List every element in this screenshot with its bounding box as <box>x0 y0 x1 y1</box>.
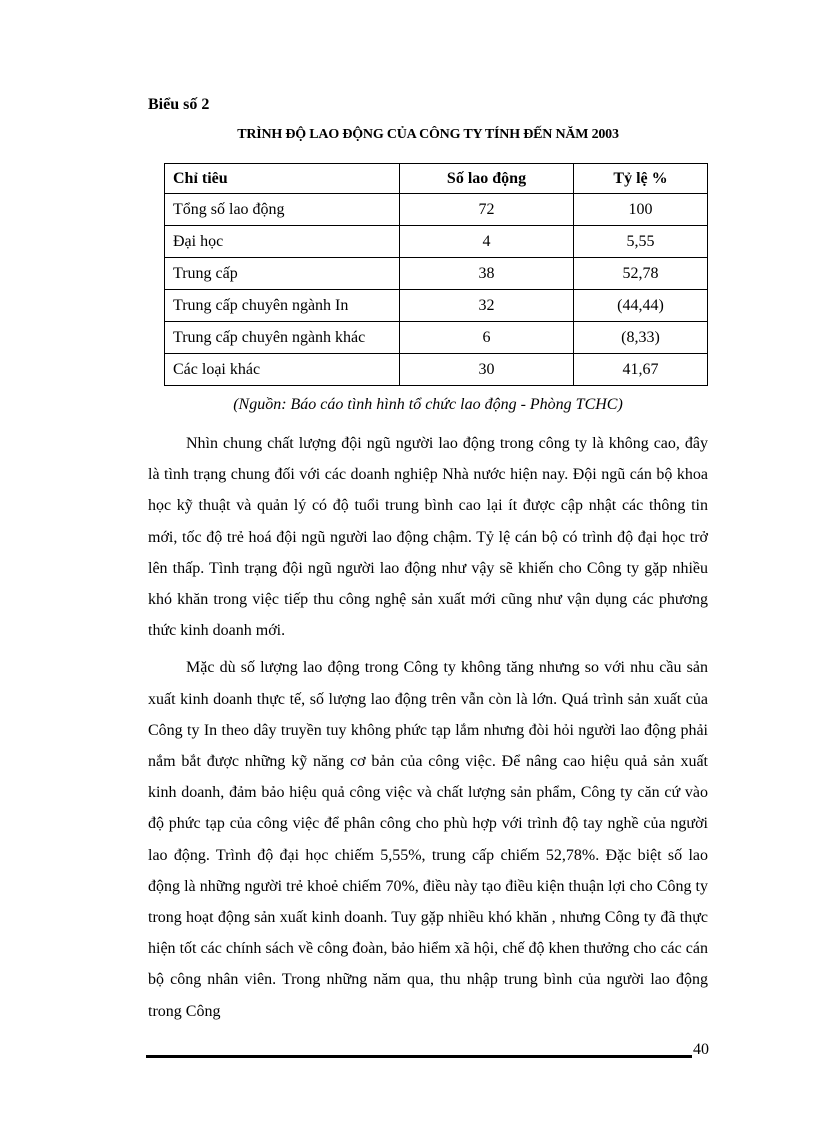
table-header-row <box>165 164 708 194</box>
header-count: Số lao động <box>400 164 574 194</box>
table-row <box>165 354 708 386</box>
page-number: 40 <box>693 1041 709 1058</box>
row-count: 4 <box>400 226 574 258</box>
row-percent: 100 <box>574 194 708 226</box>
labor-qualification-table <box>164 163 708 386</box>
row-count: 72 <box>400 194 574 226</box>
table-row <box>165 290 708 322</box>
row-label: Trung cấp chuyên ngành In <box>165 290 400 322</box>
table-row <box>165 226 708 258</box>
table-title: TRÌNH ĐỘ LAO ĐỘNG CỦA CÔNG TY TÍNH ĐẾN NĂM 2003 <box>237 127 619 142</box>
row-label: Trung cấp chuyên ngành khác <box>165 322 400 354</box>
footer-divider <box>146 1055 692 1058</box>
row-label: Đại học <box>165 226 400 258</box>
body-text <box>148 428 708 1027</box>
table-source-note: (Nguồn: Báo cáo tình hình tổ chức lao động - Phòng TCHC) <box>233 396 623 413</box>
row-count: 38 <box>400 258 574 290</box>
table-row <box>165 194 708 226</box>
row-label: Các loại khác <box>165 354 400 386</box>
paragraph: Mặc dù số lượng lao động trong Công ty không tăng nhưng so với nhu cầu sản xuất kinh doanh thực tế, số lượng lao động trên vẫn còn là lớn. Quá trình sản xuất của Công ty In theo dây truyền tuy không phức tạp lắm nhưng đòi hỏi người lao động phải nắm bắt được những kỹ năng cơ bản của công việc. Để nâng cao hiệu quả sản xuất kinh doanh, đảm bảo hiệu quả công việc và chất lượng sản phẩm, Công ty căn cứ vào độ phức tạp của công việc để phân công cho phù hợp với trình độ tay nghề của người lao động. Trình độ đại học chiếm 5,55%, trung cấp chiếm 52,78%. Đặc biệt số lao động là những người trẻ khoẻ chiếm 70%, điều này tạo điều kiện thuận lợi cho Công ty trong hoạt động sản xuất kinh doanh. Tuy gặp nhiều khó khăn , nhưng Công ty đã thực hiện tốt các chính sách về công đoàn, bảo hiểm xã hội, chế độ khen thưởng cho các cán bộ công nhân viên. Trong những năm qua, thu nhập trung bình của người lao động trong Công <box>148 659 708 1020</box>
row-count: 6 <box>400 322 574 354</box>
chart-label: Biểu số 2 <box>148 96 210 113</box>
table-row <box>165 322 708 354</box>
row-percent: 5,55 <box>574 226 708 258</box>
row-percent: 52,78 <box>574 258 708 290</box>
row-count: 32 <box>400 290 574 322</box>
header-indicator: Chỉ tiêu <box>165 164 400 194</box>
table-row <box>165 258 708 290</box>
row-label: Trung cấp <box>165 258 400 290</box>
header-percent: Tỷ lệ % <box>574 164 708 194</box>
row-percent: (44,44) <box>574 290 708 322</box>
row-percent: (8,33) <box>574 322 708 354</box>
row-label: Tổng số lao động <box>165 194 400 226</box>
row-percent: 41,67 <box>574 354 708 386</box>
paragraph: Nhìn chung chất lượng đội ngũ người lao động trong công ty là không cao, đây là tình trạng chung đối với các doanh nghiệp Nhà nước hiện nay. Đội ngũ cán bộ khoa học kỹ thuật và quản lý có độ tuổi trung bình cao lại ít được cập nhật các thông tin mới, tốc độ trẻ hoá đội ngũ người lao động chậm. Tỷ lệ cán bộ có trình độ đại học trở lên thấp. Tình trạng đội ngũ người lao động như vậy sẽ khiến cho Công ty gặp nhiều khó khăn trong việc tiếp thu công nghệ sản xuất mới cũng như vận dụng các phương thức kinh doanh mới. <box>148 435 708 640</box>
row-count: 30 <box>400 354 574 386</box>
